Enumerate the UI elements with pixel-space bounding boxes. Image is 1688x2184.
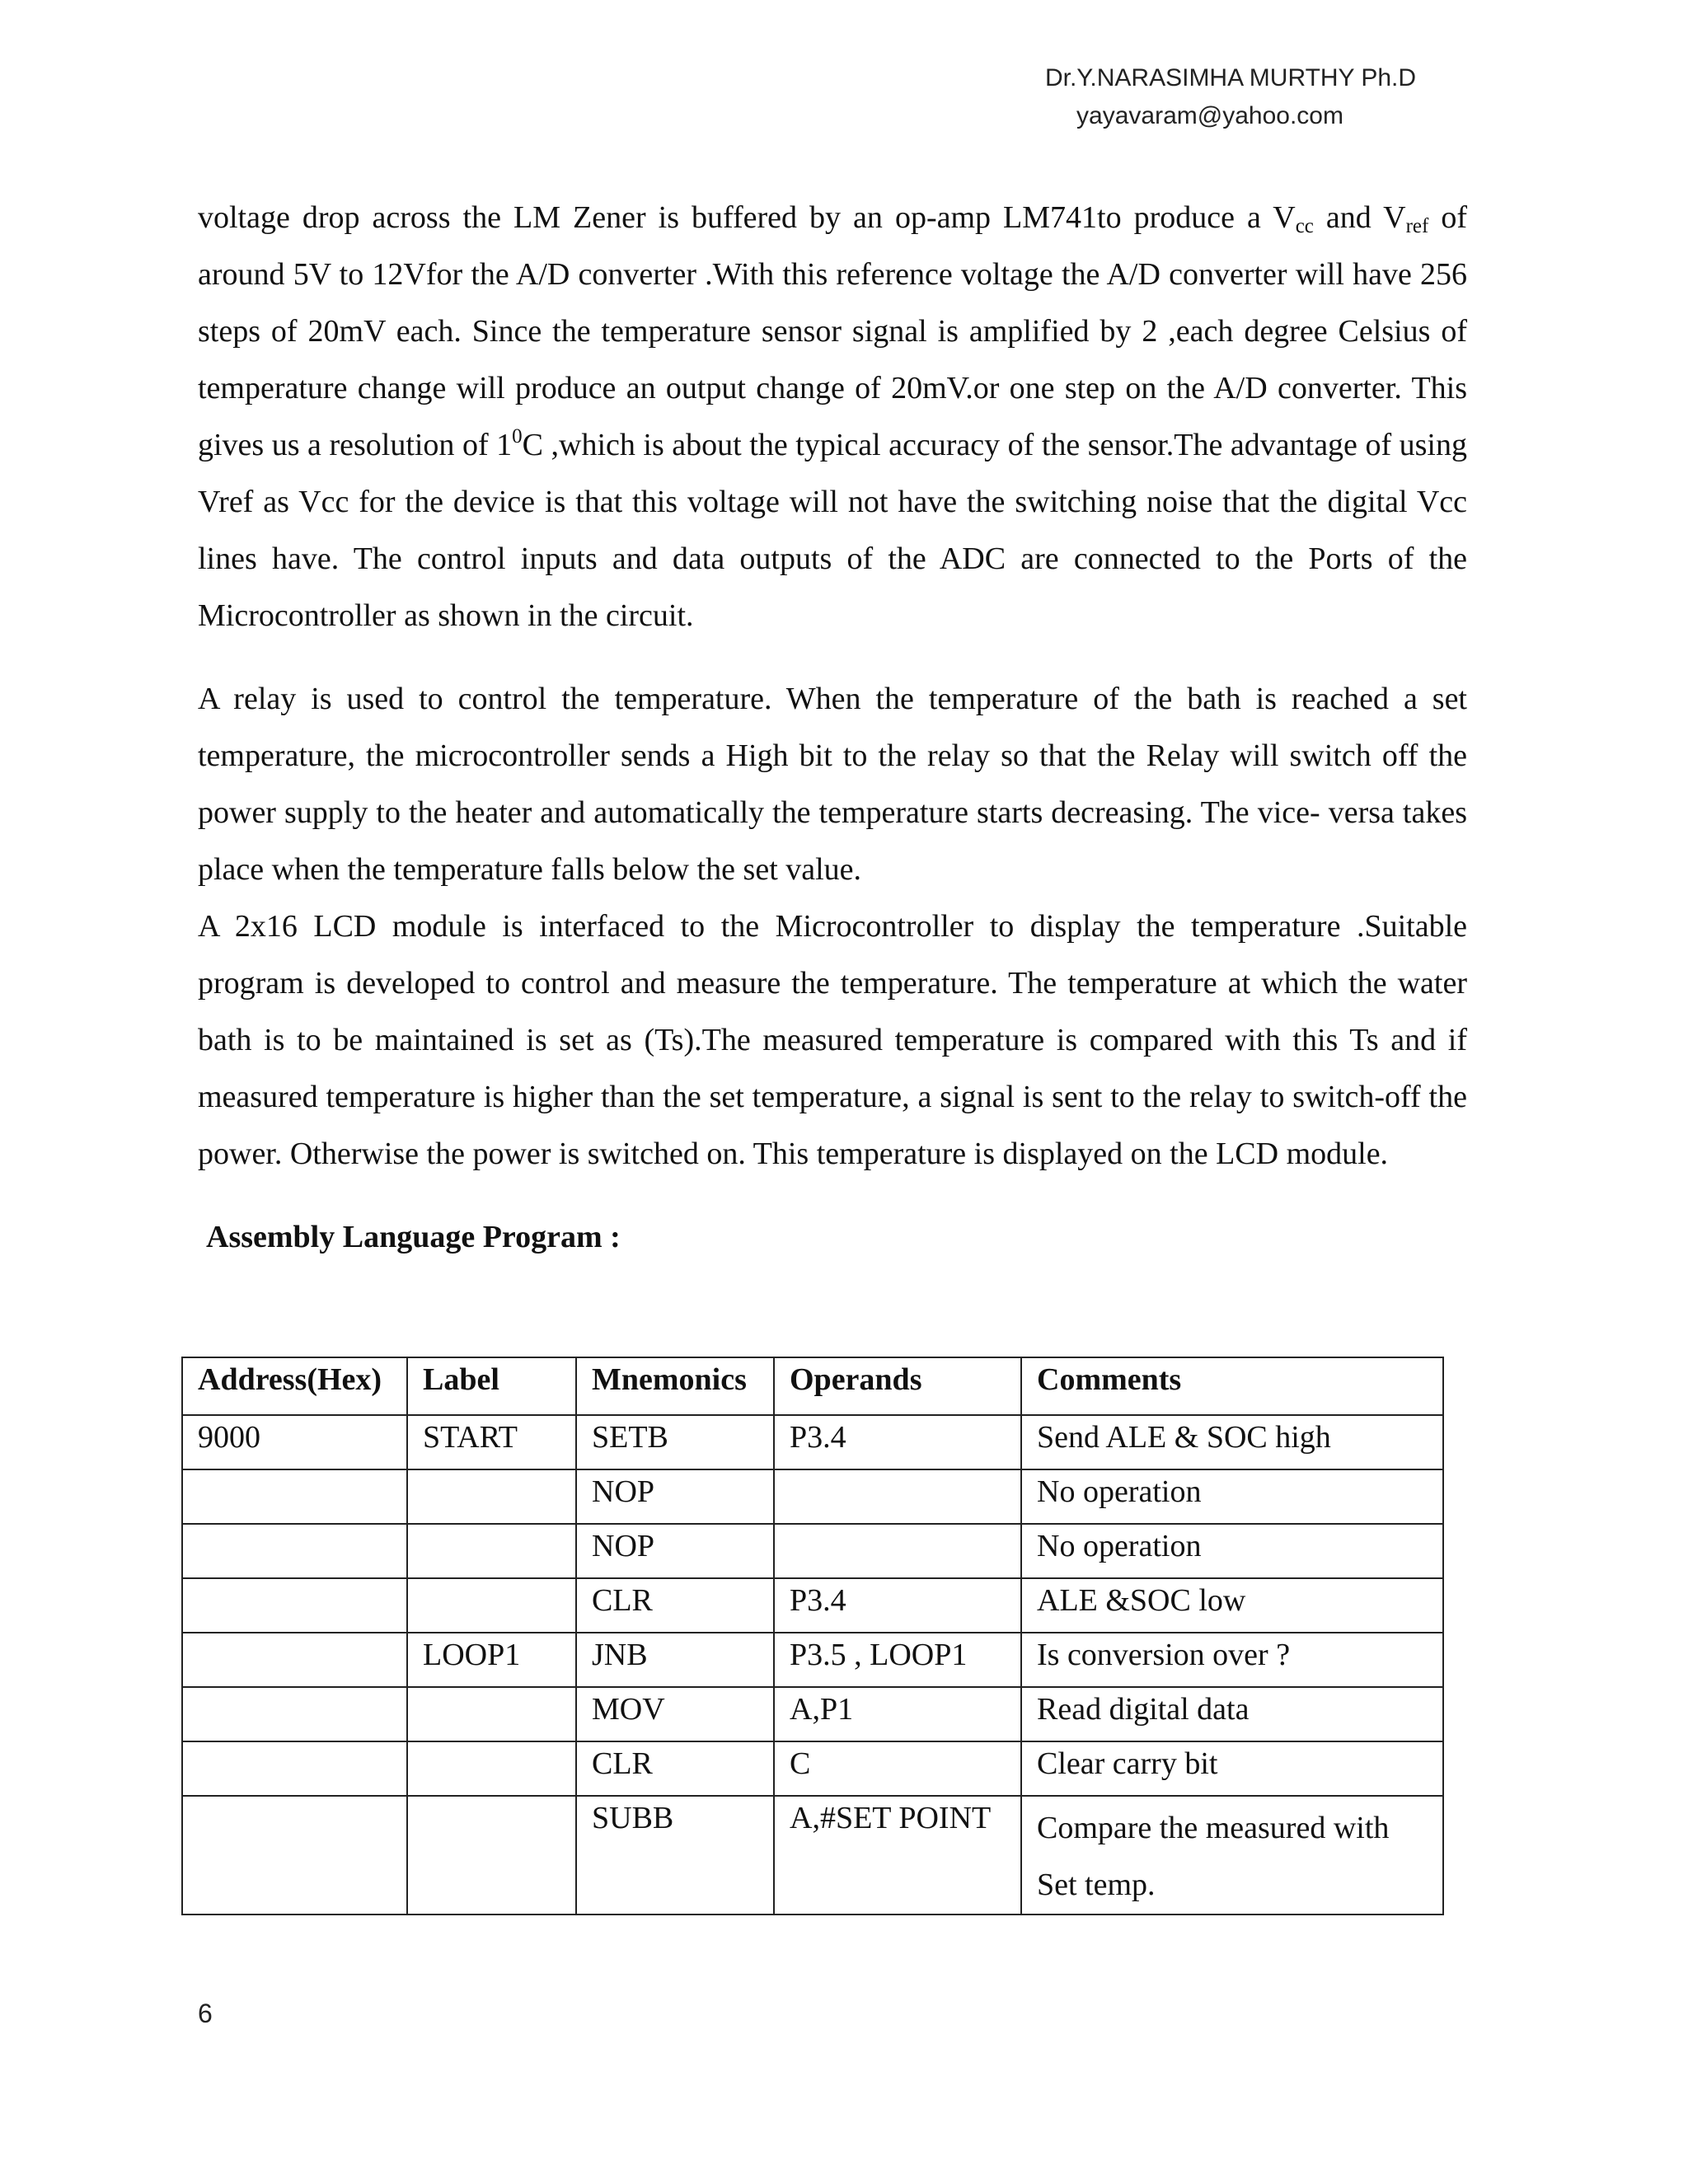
paragraph-relay-control: A relay is used to control the temperature. When the temperature of the bath is reached a set temperature, the microcontroller sends a High bit to the relay so that the Relay will switch off the power supply to the heater and automatically the temperature starts decreasing. The vice- versa takes place when the temperature falls below the set value. — [198, 682, 1467, 887]
table-row — [182, 1687, 1443, 1741]
table-row — [182, 1524, 1443, 1578]
cell-label — [407, 1796, 576, 1915]
cell-operands — [774, 1469, 1021, 1524]
paragraph-lcd-module: A 2x16 LCD module is interfaced to the Microcontroller to display the temperature .Suitable program is developed to control and measure the temperature. The temperature at which the water bath is to be maintained is set as (Ts).The measured temperature is compared with this Ts and if measured temperature is higher than the set temperature, a signal is sent to the relay to switch-off the power. Otherwise the power is switched on. This temperature is displayed on the LCD module. — [198, 909, 1467, 1171]
cell-label — [407, 1524, 576, 1578]
paragraph-adc-reference — [198, 190, 1467, 644]
cell-comment: Send ALE & SOC high — [1021, 1415, 1443, 1469]
column-header-label: Label — [407, 1357, 576, 1415]
cell-mnemonic: NOP — [576, 1469, 774, 1524]
document-body — [198, 190, 1467, 1266]
cell-label — [407, 1741, 576, 1796]
paragraph-text: voltage drop across the LM Zener is buffered by an op-amp LM741to produce a V — [198, 200, 1296, 235]
cell-operands: P3.4 — [774, 1415, 1021, 1469]
cell-mnemonic: JNB — [576, 1633, 774, 1687]
paragraph-text: and V — [1313, 200, 1406, 235]
cell-comment: No operation — [1021, 1524, 1443, 1578]
cell-label: START — [407, 1415, 576, 1469]
cell-comment: No operation — [1021, 1469, 1443, 1524]
vref-subscript: ref — [1405, 215, 1429, 237]
table-row — [182, 1469, 1443, 1524]
cell-address — [182, 1687, 407, 1741]
cell-label: LOOP1 — [407, 1633, 576, 1687]
assembly-program-table — [181, 1357, 1444, 1915]
table-row — [182, 1415, 1443, 1469]
cell-operands: A,#SET POINT — [774, 1796, 1021, 1915]
vcc-subscript: cc — [1295, 215, 1314, 237]
cell-mnemonic: SETB — [576, 1415, 774, 1469]
cell-comment: Clear carry bit — [1021, 1741, 1443, 1796]
author-email: yayavaram@yahoo.com — [1076, 102, 1343, 129]
cell-address: 9000 — [182, 1415, 407, 1469]
cell-mnemonic: CLR — [576, 1578, 774, 1633]
cell-address — [182, 1633, 407, 1687]
cell-operands: P3.5 , LOOP1 — [774, 1633, 1021, 1687]
paragraph-text: of around 5V to 12Vfor the A/D converter .With this reference voltage the A/D converter will have 256 steps of 20mV each. Since the temperature sensor signal is amplified by 2 ,each degree Celsius of temperature change will produce an output change of 20mV.or one step on the A/D converter. This gives us a resolution of 1 — [198, 200, 1467, 462]
cell-mnemonic: SUBB — [576, 1796, 774, 1915]
cell-label — [407, 1578, 576, 1633]
table-row — [182, 1633, 1443, 1687]
cell-operands: P3.4 — [774, 1578, 1021, 1633]
cell-label — [407, 1469, 576, 1524]
page-number: 6 — [198, 1999, 213, 2028]
cell-comment: Is conversion over ? — [1021, 1633, 1443, 1687]
cell-address — [182, 1578, 407, 1633]
cell-mnemonic: NOP — [576, 1524, 774, 1578]
section-heading: Assembly Language Program : — [206, 1220, 621, 1254]
column-header-mnemonics: Mnemonics — [576, 1357, 774, 1415]
table-row — [182, 1796, 1443, 1915]
page-header — [996, 59, 1424, 135]
cell-comment: Read digital data — [1021, 1687, 1443, 1741]
cell-mnemonic: CLR — [576, 1741, 774, 1796]
author-name: Dr.Y.NARASIMHA MURTHY Ph.D — [1044, 64, 1417, 91]
table-header-row — [182, 1357, 1443, 1415]
column-header-address: Address(Hex) — [182, 1357, 407, 1415]
paragraph-text: C ,which is about the typical accuracy of the sensor.The advantage of using Vref as Vcc for the device is that this voltage will not have the switching noise that the digital Vcc lines have. The control inputs and data outputs of the ADC are connected to the Ports of the Microcontroller as shown in the circuit. — [198, 428, 1467, 633]
cell-comment: ALE &SOC low — [1021, 1578, 1443, 1633]
degree-superscript: 0 — [512, 425, 523, 448]
cell-comment: Compare the measured with Set temp. — [1021, 1796, 1443, 1915]
table-row — [182, 1578, 1443, 1633]
table-row — [182, 1741, 1443, 1796]
cell-operands: C — [774, 1741, 1021, 1796]
column-header-operands: Operands — [774, 1357, 1021, 1415]
cell-mnemonic: MOV — [576, 1687, 774, 1741]
cell-address — [182, 1741, 407, 1796]
cell-address — [182, 1524, 407, 1578]
cell-operands: A,P1 — [774, 1687, 1021, 1741]
cell-address — [182, 1469, 407, 1524]
column-header-comments: Comments — [1021, 1357, 1443, 1415]
cell-address — [182, 1796, 407, 1915]
cell-operands — [774, 1524, 1021, 1578]
cell-label — [407, 1687, 576, 1741]
